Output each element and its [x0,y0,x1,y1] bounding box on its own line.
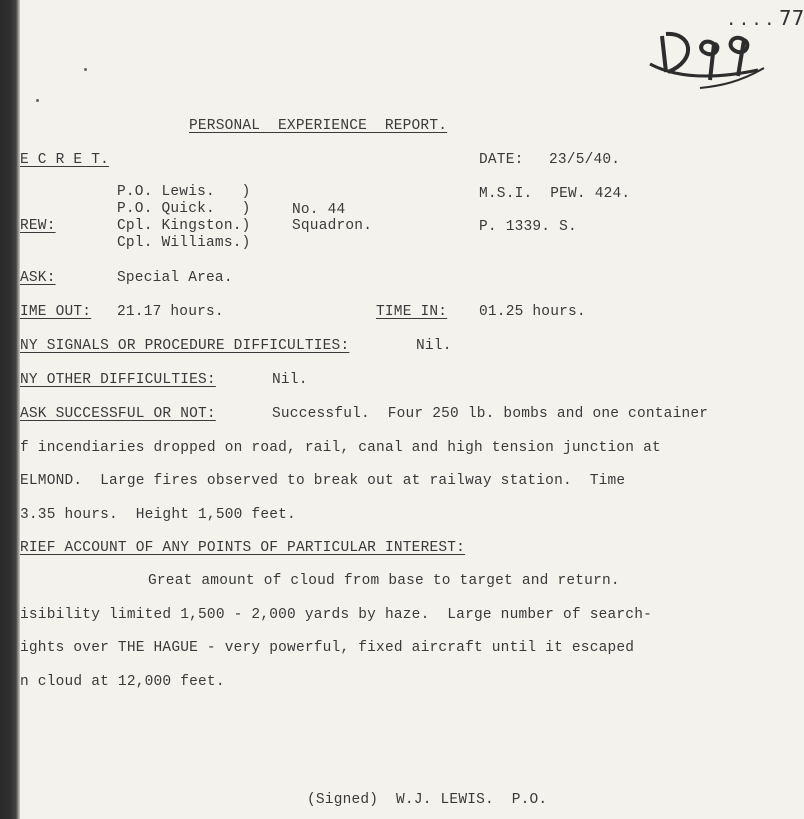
task-result-line: f incendiaries dropped on road, rail, canal and high tension junction at [20,440,661,456]
crew-reference: P. 1339. S. [479,219,577,235]
signals-label: NY SIGNALS OR PROCEDURE DIFFICULTIES: [20,338,350,354]
paper-speck [84,68,87,71]
classification-label: E C R E T. [20,152,110,168]
binding-edge [0,0,20,819]
signals-value: Nil. [416,338,452,354]
brief-account-line: Great amount of cloud from base to target and return. [148,573,620,589]
folio-number: . . . . 77 [728,6,804,30]
time-in-value: 01.25 hours. [479,304,586,320]
crew-member: P.O. Quick. ) [117,201,251,217]
other-difficulties-label: NY OTHER DIFFICULTIES: [20,372,216,388]
brief-account-line: n cloud at 12,000 feet. [20,674,225,690]
crew-label: REW: [20,218,56,234]
report-title: PERSONAL EXPERIENCE REPORT. [189,118,448,134]
task-result-line: ELMOND. Large fires observed to break out at railway station. Time [20,473,626,489]
handwritten-reference-mark [640,18,780,98]
date-value: 23/5/40. [549,152,621,168]
time-out-value: 21.17 hours. [117,304,224,320]
task-label: ASK: [20,270,56,286]
task-value: Special Area. [117,270,233,286]
other-difficulties-value: Nil. [272,372,308,388]
time-out-label: IME OUT: [20,304,92,320]
crew-member: P.O. Lewis. ) [117,184,251,200]
squadron-label: Squadron. [292,218,373,234]
squadron-number: No. 44 [292,202,346,218]
task-result-line: Successful. Four 250 lb. bombs and one container [272,406,709,422]
brief-account-label: RIEF ACCOUNT OF ANY POINTS OF PARTICULAR INTEREST: [20,540,466,556]
signature-line: (Signed) W.J. LEWIS. P.O. [307,792,548,808]
paper-speck [36,99,39,102]
brief-account-line: ights over THE HAGUE - very powerful, fixed aircraft until it escaped [20,640,635,656]
time-in-label: TIME IN: [376,304,448,320]
crew-member: Cpl. Kingston.) [117,218,251,234]
crew-member: Cpl. Williams.) [117,235,251,251]
date-label: DATE: [479,152,524,168]
task-result-label: ASK SUCCESSFUL OR NOT: [20,406,216,422]
task-result-line: 3.35 hours. Height 1,500 feet. [20,507,296,523]
brief-account-line: isibility limited 1,500 - 2,000 yards by haze. Large number of search- [20,607,653,623]
msi-reference: M.S.I. PEW. 424. [479,186,631,202]
